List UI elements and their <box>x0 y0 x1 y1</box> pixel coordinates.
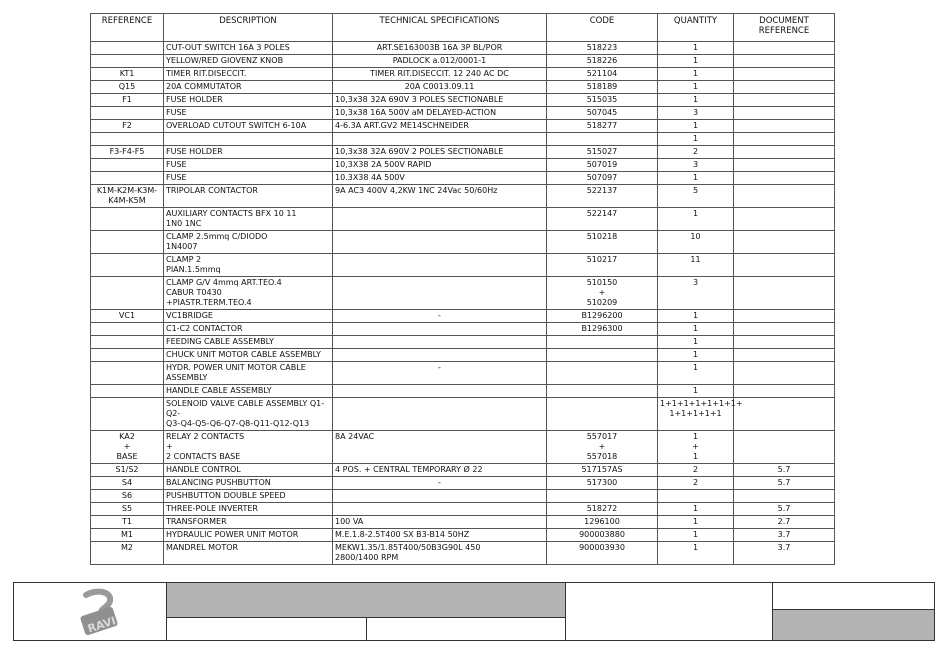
cell-code: 507045 <box>547 107 658 120</box>
cell-reference: S1/S2 <box>91 464 164 477</box>
cell-reference <box>91 55 164 68</box>
cell-technical-spec: MEKW1.35/1.85T400/50B3G90L 450 2800/1400 RPM <box>333 542 547 565</box>
cell-code: B1296200 <box>547 310 658 323</box>
cell-code <box>547 133 658 146</box>
table-row <box>91 42 835 55</box>
cell-code: B1296300 <box>547 323 658 336</box>
cell-description: TRIPOLAR CONTACTOR <box>164 185 333 208</box>
cell-quantity: 11 <box>658 254 734 277</box>
cell-description: BALANCING PUSHBUTTON <box>164 477 333 490</box>
cell-code <box>547 398 658 431</box>
cell-document-reference <box>734 431 835 464</box>
cell-document-reference <box>734 349 835 362</box>
cell-code: 517300 <box>547 477 658 490</box>
field-left <box>167 618 367 640</box>
cell-description: OVERLOAD CUTOUT SWITCH 6-10A <box>164 120 333 133</box>
cell-reference <box>91 323 164 336</box>
cell-quantity: 1 <box>658 349 734 362</box>
header-technical-specifications: TECHNICAL SPECIFICATIONS <box>333 14 547 42</box>
table-row <box>91 185 835 208</box>
cell-technical-spec <box>333 323 547 336</box>
table-row <box>91 385 835 398</box>
cell-code <box>547 349 658 362</box>
cell-description: HYDR. POWER UNIT MOTOR CABLE ASSEMBLY <box>164 362 333 385</box>
cell-reference <box>91 398 164 431</box>
header-code: CODE <box>547 14 658 42</box>
cell-quantity: 1 <box>658 516 734 529</box>
cell-document-reference: 3.7 <box>734 529 835 542</box>
cell-document-reference: 5.7 <box>734 477 835 490</box>
title-field <box>167 583 566 618</box>
cell-document-reference <box>734 323 835 336</box>
table-row <box>91 68 835 81</box>
cell-technical-spec: - <box>333 362 547 385</box>
cell-description: FUSE HOLDER <box>164 94 333 107</box>
cell-quantity: 1 <box>658 503 734 516</box>
cell-reference <box>91 133 164 146</box>
cell-document-reference: 5.7 <box>734 503 835 516</box>
ravi-logo-icon <box>72 587 132 637</box>
cell-code: 521104 <box>547 68 658 81</box>
table-row <box>91 81 835 94</box>
cell-document-reference <box>734 231 835 254</box>
cell-reference: F3-F4-F5 <box>91 146 164 159</box>
cell-reference <box>91 42 164 55</box>
cell-description: HANDLE CONTROL <box>164 464 333 477</box>
cell-reference: VC1 <box>91 310 164 323</box>
cell-reference <box>91 336 164 349</box>
cell-reference: F1 <box>91 94 164 107</box>
cell-technical-spec: 10,3x38 16A 500V aM DELAYED-ACTION <box>333 107 547 120</box>
table-row <box>91 310 835 323</box>
cell-technical-spec: 10,3X38 2A 500V RAPID <box>333 159 547 172</box>
table-row <box>91 529 835 542</box>
cell-code: 515035 <box>547 94 658 107</box>
cell-code: 1296100 <box>547 516 658 529</box>
table-row <box>91 55 835 68</box>
cell-reference: S4 <box>91 477 164 490</box>
cell-code: 518226 <box>547 55 658 68</box>
cell-code: 518277 <box>547 120 658 133</box>
cell-code: 510150 + 510209 <box>547 277 658 310</box>
cell-reference: KA2 + BASE <box>91 431 164 464</box>
cell-document-reference <box>734 159 835 172</box>
table-row <box>91 516 835 529</box>
logo-cell <box>14 583 167 640</box>
table-row <box>91 503 835 516</box>
cell-code: 518272 <box>547 503 658 516</box>
cell-quantity: 1 <box>658 208 734 231</box>
table-row <box>91 120 835 133</box>
table-row <box>91 146 835 159</box>
title-block <box>13 582 935 641</box>
cell-description: PUSHBUTTON DOUBLE SPEED <box>164 490 333 503</box>
cell-code: 507019 <box>547 159 658 172</box>
cell-reference <box>91 254 164 277</box>
cell-code <box>547 490 658 503</box>
parts-list-body <box>91 42 835 565</box>
cell-reference: K1M-K2M-K3M- K4M-K5M <box>91 185 164 208</box>
table-row <box>91 477 835 490</box>
cell-quantity: 1 <box>658 385 734 398</box>
cell-description: TRANSFORMER <box>164 516 333 529</box>
cell-document-reference <box>734 385 835 398</box>
cell-description: CLAMP G/V 4mmq ART.TEO.4 CABUR T0430 +PIASTR.TERM.TEO.4 <box>164 277 333 310</box>
cell-description: THREE-POLE INVERTER <box>164 503 333 516</box>
cell-quantity: 10 <box>658 231 734 254</box>
table-row <box>91 431 835 464</box>
cell-quantity: 5 <box>658 185 734 208</box>
cell-reference: M2 <box>91 542 164 565</box>
cell-technical-spec <box>333 254 547 277</box>
cell-code: 510217 <box>547 254 658 277</box>
cell-document-reference <box>734 310 835 323</box>
cell-quantity: 1 <box>658 542 734 565</box>
cell-description: MANDREL MOTOR <box>164 542 333 565</box>
cell-quantity: 1 <box>658 81 734 94</box>
cell-description: RELAY 2 CONTACTS + 2 CONTACTS BASE <box>164 431 333 464</box>
table-row <box>91 362 835 385</box>
cell-quantity: 1 <box>658 68 734 81</box>
cell-code: 900003930 <box>547 542 658 565</box>
cell-reference <box>91 349 164 362</box>
cell-document-reference <box>734 55 835 68</box>
cell-description: FUSE <box>164 172 333 185</box>
cell-quantity: 1 <box>658 529 734 542</box>
cell-technical-spec <box>333 277 547 310</box>
cell-technical-spec <box>333 349 547 362</box>
cell-document-reference <box>734 185 835 208</box>
cell-code: 510218 <box>547 231 658 254</box>
cell-document-reference <box>734 133 835 146</box>
header-description: DESCRIPTION <box>164 14 333 42</box>
cell-quantity: 1 + 1 <box>658 431 734 464</box>
cell-technical-spec: - <box>333 310 547 323</box>
cell-technical-spec: ART.SE163003B 16A 3P BL/POR <box>333 42 547 55</box>
cell-description: SOLENOID VALVE CABLE ASSEMBLY Q1-Q2- Q3-Q4-Q5-Q6-Q7-Q8-Q11-Q12-Q13 <box>164 398 333 431</box>
cell-technical-spec <box>333 490 547 503</box>
field-right-main <box>566 583 773 640</box>
field-sheet-top <box>773 583 934 610</box>
cell-document-reference <box>734 490 835 503</box>
cell-document-reference <box>734 172 835 185</box>
cell-quantity: 1 <box>658 55 734 68</box>
cell-technical-spec: PADLOCK a.012/0001-1 <box>333 55 547 68</box>
cell-reference: F2 <box>91 120 164 133</box>
cell-technical-spec: 4-6.3A ART.GV2 ME14SCHNEIDER <box>333 120 547 133</box>
cell-reference <box>91 362 164 385</box>
cell-quantity: 1 <box>658 172 734 185</box>
cell-description: CHUCK UNIT MOTOR CABLE ASSEMBLY <box>164 349 333 362</box>
table-row <box>91 336 835 349</box>
cell-description: FEEDING CABLE ASSEMBLY <box>164 336 333 349</box>
cell-technical-spec <box>333 231 547 254</box>
cell-code <box>547 385 658 398</box>
cell-document-reference <box>734 68 835 81</box>
cell-description: CUT-OUT SWITCH 16A 3 POLES <box>164 42 333 55</box>
cell-quantity <box>658 490 734 503</box>
cell-technical-spec: 4 POS. + CENTRAL TEMPORARY Ø 22 <box>333 464 547 477</box>
cell-reference: KT1 <box>91 68 164 81</box>
cell-reference: S6 <box>91 490 164 503</box>
cell-quantity: 1+1+1+1+1+1+1+ 1+1+1+1+1 <box>658 398 734 431</box>
cell-description <box>164 133 333 146</box>
cell-code: 517157AS <box>547 464 658 477</box>
cell-description: VC1BRIDGE <box>164 310 333 323</box>
cell-description: CLAMP 2 PIAN.1.5mmq <box>164 254 333 277</box>
cell-quantity: 2 <box>658 146 734 159</box>
table-row <box>91 133 835 146</box>
cell-technical-spec <box>333 503 547 516</box>
cell-code: 518189 <box>547 81 658 94</box>
field-middle <box>367 618 566 640</box>
table-row <box>91 464 835 477</box>
cell-code <box>547 362 658 385</box>
cell-technical-spec: TIMER RIT.DISECCIT. 12 240 AC DC <box>333 68 547 81</box>
cell-quantity: 1 <box>658 323 734 336</box>
cell-document-reference <box>734 146 835 159</box>
cell-reference <box>91 277 164 310</box>
cell-technical-spec: 10.3X38 4A 500V <box>333 172 547 185</box>
cell-document-reference <box>734 398 835 431</box>
cell-quantity: 1 <box>658 336 734 349</box>
cell-document-reference: 3.7 <box>734 542 835 565</box>
cell-quantity: 1 <box>658 120 734 133</box>
cell-document-reference <box>734 94 835 107</box>
cell-code: 518223 <box>547 42 658 55</box>
cell-document-reference <box>734 208 835 231</box>
cell-technical-spec: 9A AC3 400V 4,2KW 1NC 24Vac 50/60Hz <box>333 185 547 208</box>
cell-document-reference: 5.7 <box>734 464 835 477</box>
cell-reference: Q15 <box>91 81 164 94</box>
table-row <box>91 490 835 503</box>
table-row <box>91 107 835 120</box>
table-row <box>91 254 835 277</box>
cell-document-reference <box>734 277 835 310</box>
cell-document-reference <box>734 254 835 277</box>
cell-document-reference <box>734 107 835 120</box>
cell-technical-spec <box>333 133 547 146</box>
cell-code: 900003880 <box>547 529 658 542</box>
table-row <box>91 277 835 310</box>
table-row <box>91 323 835 336</box>
cell-description: C1-C2 CONTACTOR <box>164 323 333 336</box>
cell-description: CLAMP 2.5mmq C/DIODO 1N4007 <box>164 231 333 254</box>
parts-list-table <box>90 13 835 565</box>
cell-description: AUXILIARY CONTACTS BFX 10 11 1N0 1NC <box>164 208 333 231</box>
table-row <box>91 172 835 185</box>
header-reference: REFERENCE <box>91 14 164 42</box>
cell-reference: M1 <box>91 529 164 542</box>
cell-description: FUSE <box>164 107 333 120</box>
cell-quantity: 3 <box>658 277 734 310</box>
cell-description: FUSE HOLDER <box>164 146 333 159</box>
cell-description: HYDRAULIC POWER UNIT MOTOR <box>164 529 333 542</box>
cell-reference <box>91 159 164 172</box>
header-quantity: QUANTITY <box>658 14 734 42</box>
header-document-reference: DOCUMENT REFERENCE <box>734 14 835 42</box>
cell-quantity: 1 <box>658 42 734 55</box>
table-row <box>91 159 835 172</box>
cell-quantity: 2 <box>658 477 734 490</box>
cell-document-reference <box>734 120 835 133</box>
cell-document-reference <box>734 362 835 385</box>
cell-technical-spec: 8A 24VAC <box>333 431 547 464</box>
cell-reference <box>91 208 164 231</box>
cell-code: 515027 <box>547 146 658 159</box>
field-sheet-bottom <box>773 610 934 640</box>
table-header-row <box>91 14 835 42</box>
cell-technical-spec: 100 VA <box>333 516 547 529</box>
cell-code: 507097 <box>547 172 658 185</box>
cell-reference <box>91 107 164 120</box>
cell-reference: S5 <box>91 503 164 516</box>
table-row <box>91 349 835 362</box>
cell-description: TIMER RIT.DISECCIT. <box>164 68 333 81</box>
cell-quantity: 2 <box>658 464 734 477</box>
cell-description: FUSE <box>164 159 333 172</box>
table-row <box>91 542 835 565</box>
cell-technical-spec: - <box>333 477 547 490</box>
cell-code: 522137 <box>547 185 658 208</box>
cell-quantity: 1 <box>658 310 734 323</box>
cell-code <box>547 336 658 349</box>
table-row <box>91 208 835 231</box>
cell-quantity: 3 <box>658 159 734 172</box>
cell-quantity: 3 <box>658 107 734 120</box>
cell-reference <box>91 172 164 185</box>
cell-quantity: 1 <box>658 133 734 146</box>
cell-technical-spec <box>333 336 547 349</box>
cell-technical-spec: 20A C0013.09.11 <box>333 81 547 94</box>
cell-technical-spec: 10,3x38 32A 690V 3 POLES SECTIONABLE <box>333 94 547 107</box>
cell-description: HANDLE CABLE ASSEMBLY <box>164 385 333 398</box>
cell-description: 20A COMMUTATOR <box>164 81 333 94</box>
cell-document-reference: 2.7 <box>734 516 835 529</box>
cell-technical-spec: M.E.1.8-2.5T400 SX B3-B14 50HZ <box>333 529 547 542</box>
table-row <box>91 398 835 431</box>
cell-document-reference <box>734 81 835 94</box>
cell-document-reference <box>734 336 835 349</box>
cell-document-reference <box>734 42 835 55</box>
cell-reference <box>91 231 164 254</box>
cell-reference <box>91 385 164 398</box>
cell-technical-spec <box>333 208 547 231</box>
cell-description: YELLOW/RED GIOVENZ KNOB <box>164 55 333 68</box>
cell-quantity: 1 <box>658 362 734 385</box>
cell-reference: T1 <box>91 516 164 529</box>
cell-code: 557017 + 557018 <box>547 431 658 464</box>
table-row <box>91 231 835 254</box>
cell-technical-spec: 10,3x38 32A 690V 2 POLES SECTIONABLE <box>333 146 547 159</box>
cell-technical-spec <box>333 385 547 398</box>
cell-technical-spec <box>333 398 547 431</box>
table-row <box>91 94 835 107</box>
cell-quantity: 1 <box>658 94 734 107</box>
logo-text: RAVI <box>86 614 118 636</box>
cell-code: 522147 <box>547 208 658 231</box>
